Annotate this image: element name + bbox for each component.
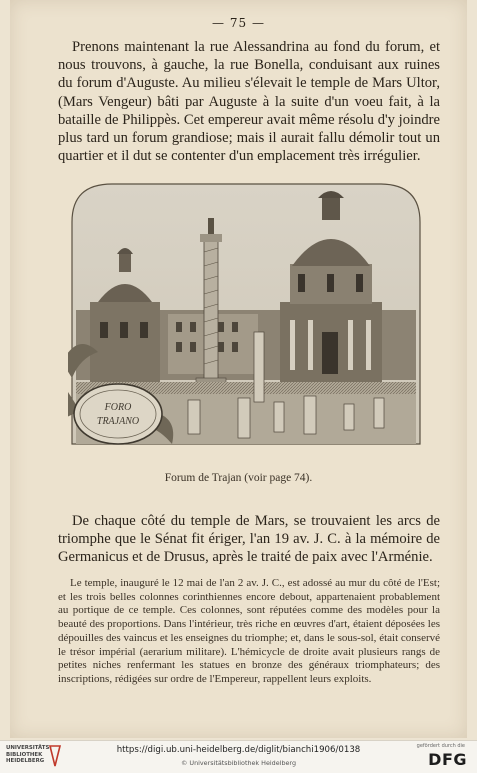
paragraph-arcs-triomphe: De chaque côté du temple de Mars, se trouvaient les arcs de triomphe que le Sénat fit ériger, l'an 19 av. J. C. à la mémoire de Germanicus et de Drusus, après le traité de paix avec l'Arménie. [58, 513, 440, 566]
forum-trajan-illustration [68, 182, 424, 450]
plaque-text-trajano: TRAJANO [96, 416, 140, 427]
dfg-logo: DFG [428, 750, 467, 769]
figure-caption: Forum de Trajan (voir page 74). [164, 472, 313, 484]
paragraph-forum-auguste: Prenons maintenant la rue Alessandrina au fond du forum, et nous trouvons, à gauche, la rue Bonella, conduisant aux ruines du forum d'Auguste. Au milieu s'élevait le temple de Mars Ultor, (Mars Vengeur) bâti par Auguste à la suite d'un voeu fait, à la bataille de Philippès. Cet empereur avait même résolu d'y joindre plus tard un forum grandiose; mais il aurait fallu démolir tout un quartier et il dut se contenter d'un emplacement très irrégulier. [58, 39, 440, 165]
book-page [10, 0, 467, 738]
permalink-url[interactable]: https://digi.ub.uni-heidelberg.de/diglit/bianchi1906/0138 [116, 745, 361, 755]
plaque-text-foro: FORO [104, 402, 132, 413]
note-temple: Le temple, inauguré le 12 mai de l'an 2 av. J. C., est adossé au mur du côté de l'Est; et les trois belles colonnes corinthiennes encore debout, appartenaient probablement au portique de ce temple. Ces colonnes, sont réputées comme des modèles pour la beauté des proportions. Dans l'intérieur, très riche en œuvres d'art, étaient déposées les dépouilles des vaincus et les enseignes du triomphe; et, dans le sous-sol, était conservé le trésor impérial (aerarium militare). L'hémicycle de droite avait plusieurs rangs de petites niches renfermant les statues en bronze des généraux triomphateurs; des inscriptions, rédigées sur ordre de l'Empereur, rappellent leurs exploits. [58, 577, 440, 685]
funded-by-label: gefördert durch die [416, 743, 465, 749]
library-logo: UNIVERSITÄTS- BIBLIOTHEK HEIDELBERG [6, 745, 52, 765]
page-number: — 75 — [212, 16, 265, 30]
viewer-footer [0, 740, 477, 773]
copyright-notice: © Universitätsbibliothek Heidelberg [180, 759, 297, 767]
